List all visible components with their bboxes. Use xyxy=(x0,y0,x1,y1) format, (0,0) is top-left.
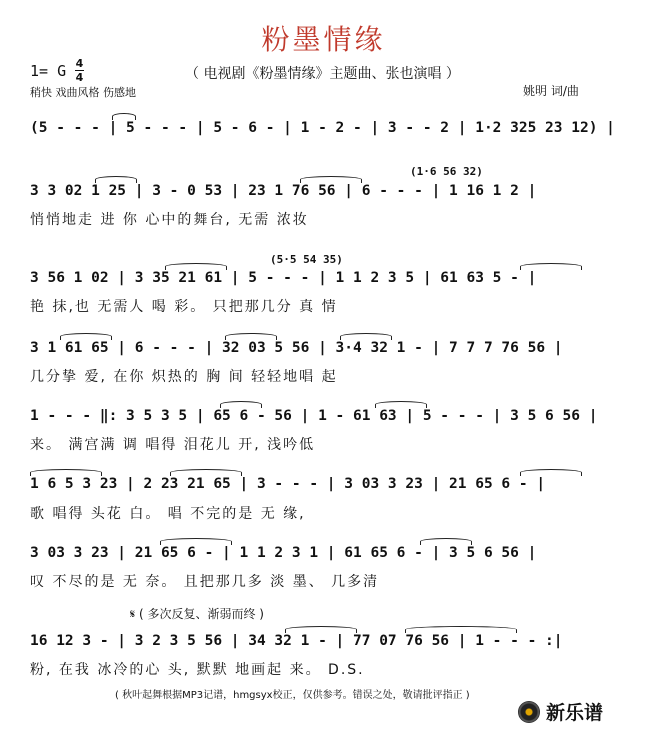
score-line-7: 3 03 3 23 | 21 65 6 - | 1 1 2 3 1 | 61 65 6 - | 3 5 6 56 | xyxy=(30,545,537,561)
vinyl-disc-icon xyxy=(518,701,540,723)
transcription-note: ( 秋叶起舞根据MP3记谱，hmgsyx校正，仅供参考。错误之处，敬请批评指正 ) xyxy=(115,690,470,701)
score-line-8: 16 12 3 - | 3 2 3 5 56 | 34 32 1 - | 77 07 76 56 | 1 - - - :| xyxy=(30,633,563,649)
slur-mark xyxy=(405,626,517,633)
slur-mark xyxy=(95,176,137,183)
score-line-1: (5 - - - | 5 - - - | 5 - 6 - | 1 - 2 - | 3 - - 2 | 1·2 325 23 12) | xyxy=(30,120,615,136)
time-signature-bottom: 4 xyxy=(75,71,84,84)
lyric-line-2: 悄悄地走 进 你 心中的舞台, 无需 浓妆 xyxy=(30,212,309,228)
score-line-5: 1 - - - ‖: 3 5 3 5 | 65 6 - 56 | 1 - 61 63 | 5 - - - | 3 5 6 56 | xyxy=(30,408,598,424)
prep-notes-line-3: (5·5 54 35) xyxy=(270,253,343,266)
slur-mark xyxy=(220,401,262,408)
lyric-line-3: 艳 抹,也 无需人 喝 彩。 只把那几分 真 情 xyxy=(30,299,338,315)
score-line-6: 1 6 5 3 23 | 2 23 21 65 | 3 - - - | 3 03 3 23 | 21 65 6 - | xyxy=(30,476,546,492)
score-line-4: 3 1 61 65 | 6 - - - | 32 03 5 56 | 3·4 32 1 - | 7 7 7 76 56 | xyxy=(30,340,563,356)
lyric-line-8: 粉, 在我 冰冷的心 头, 默默 地画起 来。 D.S. xyxy=(30,662,365,678)
slur-mark xyxy=(520,263,582,270)
slur-mark xyxy=(60,333,112,340)
time-signature-top: 4 xyxy=(75,57,84,70)
score-line-3: 3 56 1 02 | 3 35 21 61 | 5 - - - | 1 1 2 3 5 | 61 63 5 - | xyxy=(30,270,537,286)
lyric-line-7: 叹 不尽的是 无 奈。 且把那几多 淡 墨、 几多清 xyxy=(30,574,380,590)
lyric-line-5: 来。 满宫满 调 唱得 泪花儿 开, 浅吟低 xyxy=(30,437,316,453)
slur-mark xyxy=(420,538,472,545)
lyric-line-6: 歌 唱得 头花 白。 唱 不完的是 无 缘, xyxy=(30,506,306,522)
slur-mark xyxy=(225,333,277,340)
key-signature: 1= G xyxy=(30,62,67,80)
slur-mark xyxy=(165,263,227,270)
slur-mark xyxy=(520,469,582,476)
song-title: 粉墨情缘 xyxy=(261,23,386,56)
tempo-marking: 稍快 戏曲风格 伤感地 xyxy=(30,86,136,99)
slur-mark xyxy=(300,176,362,183)
slur-mark xyxy=(160,538,232,545)
time-signature xyxy=(75,58,84,83)
slur-mark xyxy=(375,401,427,408)
slur-mark xyxy=(340,333,392,340)
repeat-note: 𝄋 ( 多次反复、渐弱而终 ) xyxy=(130,607,264,621)
slur-mark xyxy=(285,626,357,633)
prep-notes-line-2: (1·6 56 32) xyxy=(410,165,483,178)
brand-name: 新乐谱 xyxy=(546,702,604,724)
slur-mark xyxy=(170,469,242,476)
slur-mark xyxy=(30,469,102,476)
song-subtitle: （ 电视剧《粉墨情缘》主题曲、张也演唱 ） xyxy=(185,66,460,82)
score-line-2: 3 3 02 1 25 | 3 - 0 53 | 23 1 76 56 | 6 - - - | 1 16 1 2 | xyxy=(30,183,537,199)
song-authors: 姚明 词/曲 xyxy=(523,84,579,98)
slur-mark xyxy=(112,113,136,120)
brand-logo xyxy=(518,698,603,725)
lyric-line-4: 几分挚 爱, 在你 炽热的 胸 间 轻轻地唱 起 xyxy=(30,369,338,385)
